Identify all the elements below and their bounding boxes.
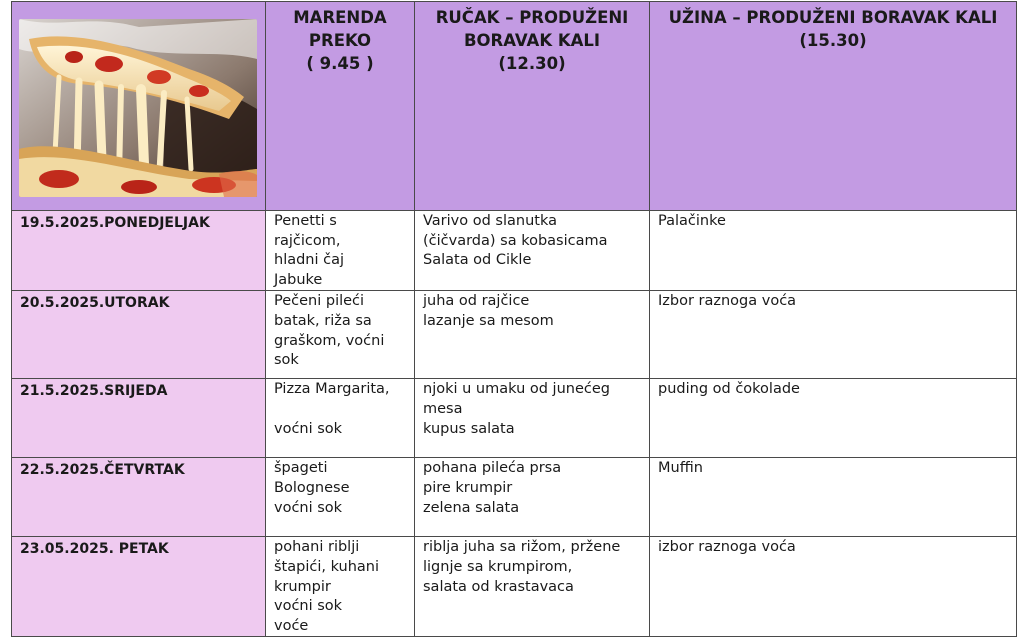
marenda-line: graškom, voćni xyxy=(274,332,385,349)
rucak-cell xyxy=(415,458,650,537)
rucak-line: riblja juha sa rižom, pržene xyxy=(423,539,621,556)
rucak-line: salata od krastavaca xyxy=(423,578,574,595)
pizza-image xyxy=(19,19,257,197)
rucak-cell xyxy=(415,211,650,291)
rucak-line: juha od rajčice xyxy=(423,293,530,310)
day-date: 21.5.2025.SRIJEDA xyxy=(20,383,168,400)
day-date-cell xyxy=(12,291,266,379)
header-uzina-line: (15.30) xyxy=(799,31,867,50)
uzina-line: Izbor raznoga voća xyxy=(658,293,797,310)
header-rucak-line: BORAVAK KALI xyxy=(463,31,601,50)
pizza-illustration xyxy=(19,19,257,197)
marenda-line: Penetti s xyxy=(274,213,337,229)
marenda-cell xyxy=(266,537,415,637)
marenda-line: pohani riblji xyxy=(274,539,360,556)
rucak-line: pire krumpir xyxy=(423,479,513,496)
marenda-line: voće xyxy=(274,617,309,634)
rucak-line: Varivo od slanutka xyxy=(423,213,557,229)
header-rucak xyxy=(415,2,650,211)
day-date-cell xyxy=(12,211,266,291)
table-row xyxy=(12,211,1017,291)
marenda-line: sok xyxy=(274,352,299,369)
rucak-line: kupus salata xyxy=(423,420,515,437)
rucak-line: Salata od Cikle xyxy=(423,252,532,269)
marenda-line: hladni čaj xyxy=(274,252,345,269)
header-uzina xyxy=(650,2,1017,211)
day-date-cell xyxy=(12,458,266,537)
uzina-line: Muffin xyxy=(658,460,703,477)
marenda-cell xyxy=(266,211,415,291)
menu-rows xyxy=(12,211,1017,637)
marenda-line: Jabuke xyxy=(274,271,323,288)
rucak-line: lazanje sa mesom xyxy=(423,312,554,329)
table-row xyxy=(12,458,1017,537)
marenda-line: voćni sok xyxy=(274,499,343,516)
header-uzina-line: UŽINA – PRODUŽENI BORAVAK KALI xyxy=(668,8,998,27)
uzina-cell xyxy=(650,211,1017,291)
marenda-cell xyxy=(266,379,415,458)
marenda-line: Pečeni pileći xyxy=(274,293,365,310)
uzina-cell xyxy=(650,458,1017,537)
menu-table xyxy=(11,1,1017,637)
marenda-line: krumpir xyxy=(274,578,331,595)
table-row xyxy=(12,291,1017,379)
uzina-cell xyxy=(650,537,1017,637)
day-date: 23.05.2025. PETAK xyxy=(20,541,169,558)
uzina-cell xyxy=(650,291,1017,379)
uzina-line: puding od čokolade xyxy=(658,381,800,398)
header-row xyxy=(12,2,1017,211)
rucak-line: zelena salata xyxy=(423,499,520,516)
marenda-line: batak, riža sa xyxy=(274,312,372,329)
table-row xyxy=(12,537,1017,637)
uzina-cell xyxy=(650,379,1017,458)
marenda-line: špageti xyxy=(274,460,328,477)
day-date-cell xyxy=(12,537,266,637)
rucak-cell xyxy=(415,537,650,637)
header-marenda xyxy=(266,2,415,211)
marenda-line xyxy=(274,400,414,420)
marenda-line: Pizza Margarita, xyxy=(274,381,390,398)
marenda-cell xyxy=(266,291,415,379)
header-rucak-line: RUČAK – PRODUŽENI xyxy=(435,8,629,27)
image-cell xyxy=(12,2,266,211)
rucak-line: lignje sa krumpirom, xyxy=(423,558,573,575)
header-marenda-line: MARENDA xyxy=(293,8,387,27)
rucak-line: (čičvarda) sa kobasicama xyxy=(423,232,608,249)
rucak-cell xyxy=(415,291,650,379)
uzina-line: izbor raznoga voća xyxy=(658,539,796,556)
rucak-line: njoki u umaku od junećeg xyxy=(423,381,610,398)
marenda-line: štapići, kuhani xyxy=(274,558,380,575)
day-date: 22.5.2025.ČETVRTAK xyxy=(20,462,185,479)
marenda-line: voćni sok xyxy=(274,420,343,437)
table-row xyxy=(12,379,1017,458)
day-date: 19.5.2025.PONEDJELJAK xyxy=(20,215,210,231)
day-date-cell xyxy=(12,379,266,458)
rucak-line: pohana pileća prsa xyxy=(423,460,562,477)
uzina-line: Palačinke xyxy=(658,213,726,229)
header-marenda-line: PREKO xyxy=(308,31,372,50)
marenda-line: Bolognese xyxy=(274,479,350,496)
day-date: 20.5.2025.UTORAK xyxy=(20,295,170,312)
marenda-line: voćni sok xyxy=(274,598,343,615)
rucak-cell xyxy=(415,379,650,458)
header-marenda-line: ( 9.45 ) xyxy=(306,54,374,73)
header-rucak-line: (12.30) xyxy=(498,54,566,73)
rucak-line: mesa xyxy=(423,400,463,417)
marenda-line: rajčicom, xyxy=(274,232,341,249)
marenda-cell xyxy=(266,458,415,537)
